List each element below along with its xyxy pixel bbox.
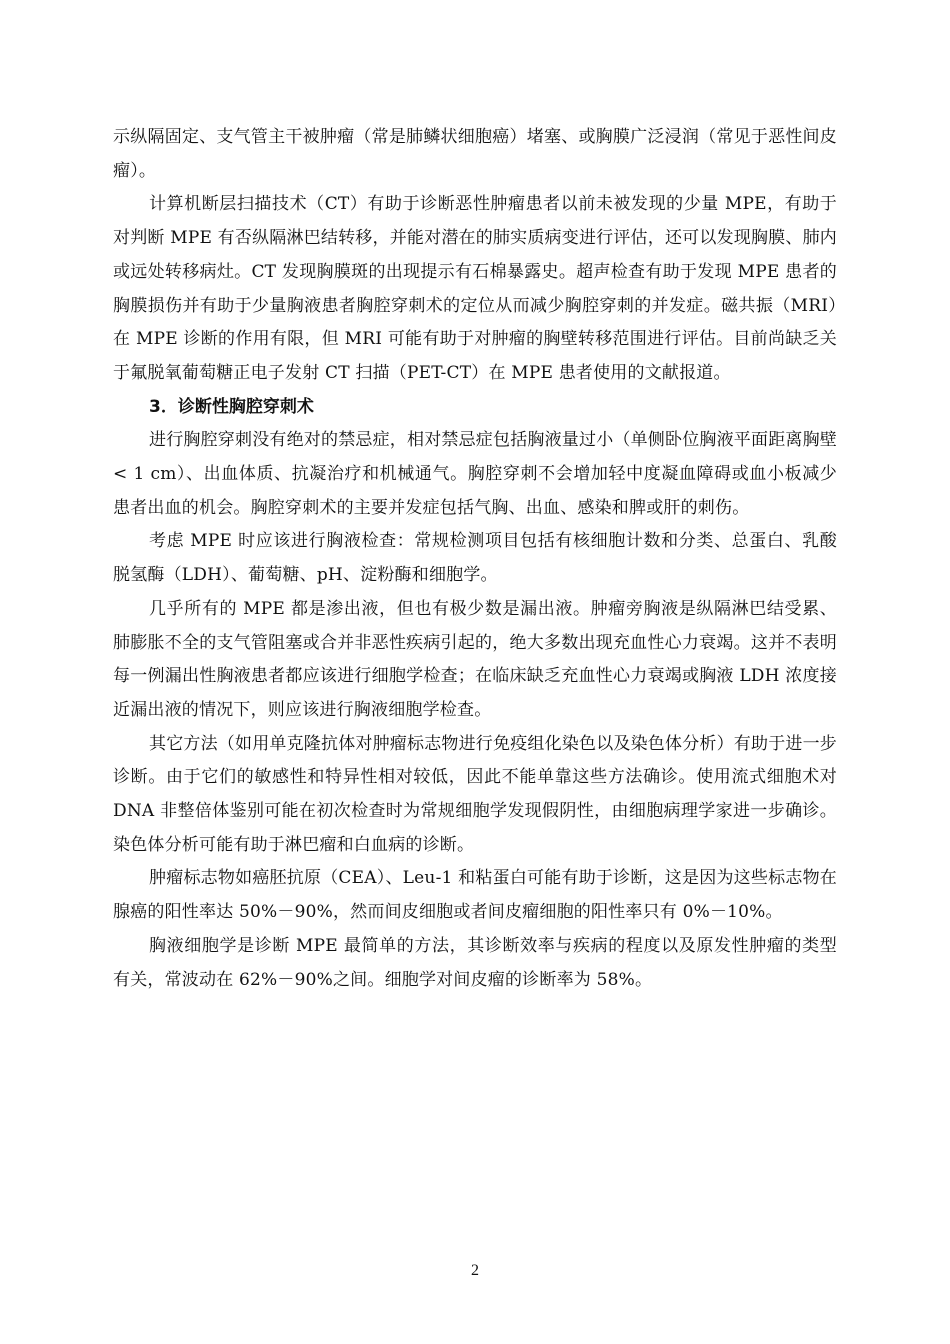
paragraph-other-methods: 其它方法（如用单克隆抗体对肿瘤标志物进行免疫组化染色以及染色体分析）有助于进一步诊断。由于它们的敏感性和特异性相对较低，因此不能单靠这些方法确诊。使用流式细胞术对 DNA 非整倍体鉴别可能在初次检查时为常规细胞学发现假阴性，由细胞病理学家进一步确诊。染色体分析可能有助于淋巴瘤和白血病的诊断。 [113,733,837,855]
section-heading-diagnostic-thoracentesis: 3．诊断性胸腔穿刺术 [149,396,314,417]
page-number: 2 [471,1262,479,1279]
paragraph-exudate-transudate: 几乎所有的 MPE 都是渗出液，但也有极少数是漏出液。肿瘤旁胸液是纵隔淋巴结受累、肺膨胀不全的支气管阻塞或合并非恶性疾病引起的，绝大多数出现充血性心力衰竭。这并不表明每一例漏出性胸液患者都应该进行细胞学检查；在临床缺乏充血性心力衰竭或胸液 LDH 浓度接近漏出液的情况下，则应该进行胸液细胞学检查。 [113,598,837,720]
paragraph-tumor-markers: 肿瘤标志物如癌胚抗原（CEA）、Leu-1 和粘蛋白可能有助于诊断，这是因为这些标志物在腺癌的阳性率达 50%－90%，然而间皮细胞或者间皮瘤细胞的阳性率只有 0%－10%。 [113,868,837,923]
paragraph-ct-imaging: 计算机断层扫描技术（CT）有助于诊断恶性肿瘤患者以前未被发现的少量 MPE，有助于对判断 MPE 有否纵隔淋巴结转移，并能对潜在的肺实质病变进行评估，还可以发现胸膜、肺内或远处转移病灶。CT 发现胸膜斑的出现提示有石棉暴露史。超声检查有助于发现 MPE 患者的胸膜损伤并有助于少量胸液患者胸腔穿刺术的定位从而减少胸腔穿刺的并发症。磁共振（MRI）在 MPE 诊断的作用有限，但 MRI 可能有助于对肿瘤的胸壁转移范围进行评估。目前尚缺乏关于氟脱氧葡萄糖正电子发射 CT 扫描（PET-CT）在 MPE 患者使用的文献报道。 [113,194,837,383]
paragraph-cytology: 胸液细胞学是诊断 MPE 最简单的方法，其诊断效率与疾病的程度以及原发性肿瘤的类型有关，常波动在 62%－90%之间。细胞学对间皮瘤的诊断率为 58%。 [113,935,837,990]
document-body [113,121,837,997]
paragraph-contraindications: 进行胸腔穿刺没有绝对的禁忌症，相对禁忌症包括胸液量过小（单侧卧位胸液平面距离胸壁< 1 cm）、出血体质、抗凝治疗和机械通气。胸腔穿刺不会增加轻中度凝血障碍或血小板减少患者出血的机会。胸腔穿刺术的主要并发症包括气胸、出血、感染和脾或肝的刺伤。 [113,430,837,518]
paragraph-continuation: 示纵隔固定、支气管主干被肿瘤（常是肺鳞状细胞癌）堵塞、或胸膜广泛浸润（常见于恶性间皮瘤）。 [113,127,837,181]
paragraph-pleural-fluid-tests: 考虑 MPE 时应该进行胸液检查：常规检测项目包括有核细胞计数和分类、总蛋白、乳酸脱氢酶（LDH）、葡萄糖、pH、淀粉酶和细胞学。 [113,531,837,586]
